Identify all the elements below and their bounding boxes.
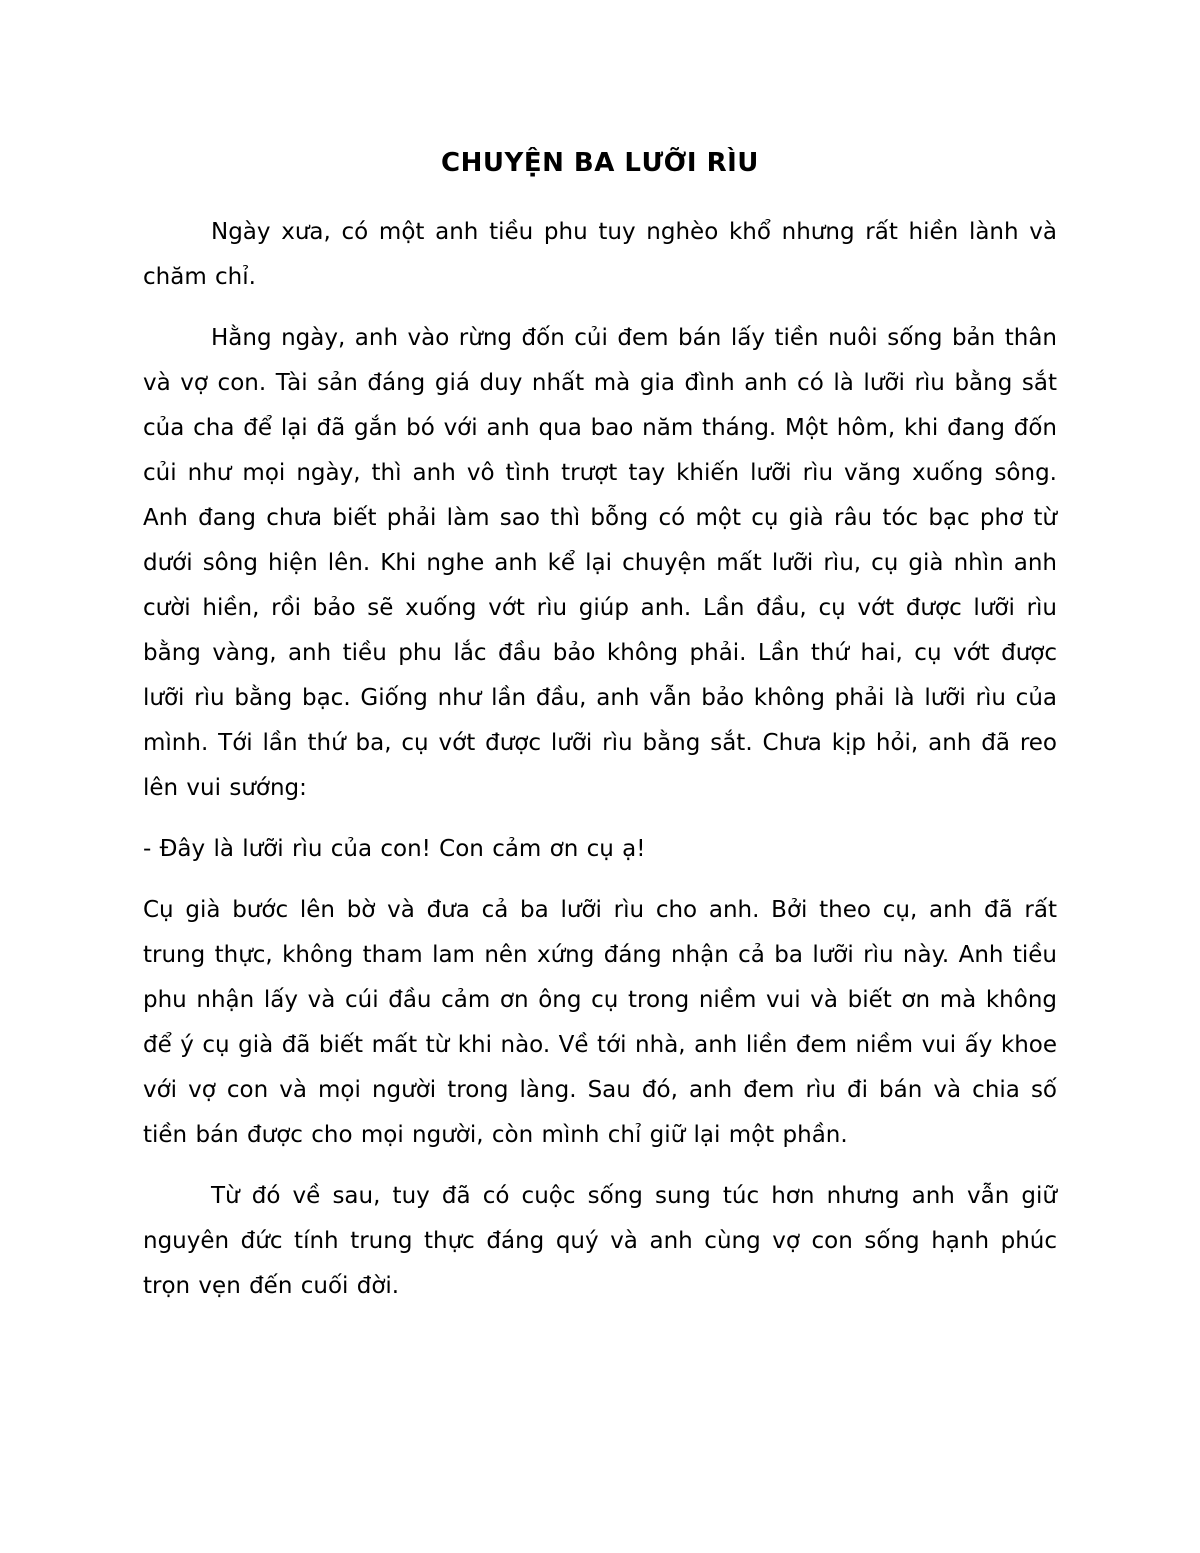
paragraph-ending: Từ đó về sau, tuy đã có cuộc sống sung túc hơn nhưng anh vẫn giữ nguyên đức tính trung thực đáng quý và anh cùng vợ con sống hạnh phúc trọn vẹn đến cuối đời. — [143, 1183, 1057, 1299]
document-title: CHUYỆN BA LƯỠI RÌU — [441, 148, 759, 178]
paragraph-dialogue: - Đây là lưỡi rìu của con! Con cảm ơn cụ ạ! — [143, 836, 646, 862]
paragraph-intro: Ngày xưa, có một anh tiều phu tuy nghèo khổ nhưng rất hiền lành và chăm chỉ. — [143, 219, 1057, 290]
paragraph-reward: Cụ già bước lên bờ và đưa cả ba lưỡi rìu cho anh. Bởi theo cụ, anh đã rất trung thực, không tham lam nên xứng đáng nhận cả ba lưỡi rìu này. Anh tiều phu nhận lấy và cúi đầu cảm ơn ông cụ trong niềm vui và biết ơn mà không để ý cụ già đã biết mất từ khi nào. Về tới nhà, anh liền đem niềm vui ấy khoe với vợ con và mọi người trong làng. Sau đó, anh đem rìu đi bán và chia số tiền bán được cho mọi người, còn mình chỉ giữ lại một phần. — [143, 897, 1057, 1148]
paragraph-story: Hằng ngày, anh vào rừng đốn củi đem bán lấy tiền nuôi sống bản thân và vợ con. Tài sản đáng giá duy nhất mà gia đình anh có là lưỡi rìu bằng sắt của cha để lại đã gắn bó với anh qua bao năm tháng. Một hôm, khi đang đốn củi như mọi ngày, thì anh vô tình trượt tay khiến lưỡi rìu văng xuống sông. Anh đang chưa biết phải làm sao thì bỗng có một cụ già râu tóc bạc phơ từ dưới sông hiện lên. Khi nghe anh kể lại chuyện mất lưỡi rìu, cụ già nhìn anh cười hiền, rồi bảo sẽ xuống vớt rìu giúp anh. Lần đầu, cụ vớt được lưỡi rìu bằng vàng, anh tiều phu lắc đầu bảo không phải. Lần thứ hai, cụ vớt được lưỡi rìu bằng bạc. Giống như lần đầu, anh vẫn bảo không phải là lưỡi rìu của mình. Tới lần thứ ba, cụ vớt được lưỡi rìu bằng sắt. Chưa kịp hỏi, anh đã reo lên vui sướng: — [143, 325, 1057, 801]
